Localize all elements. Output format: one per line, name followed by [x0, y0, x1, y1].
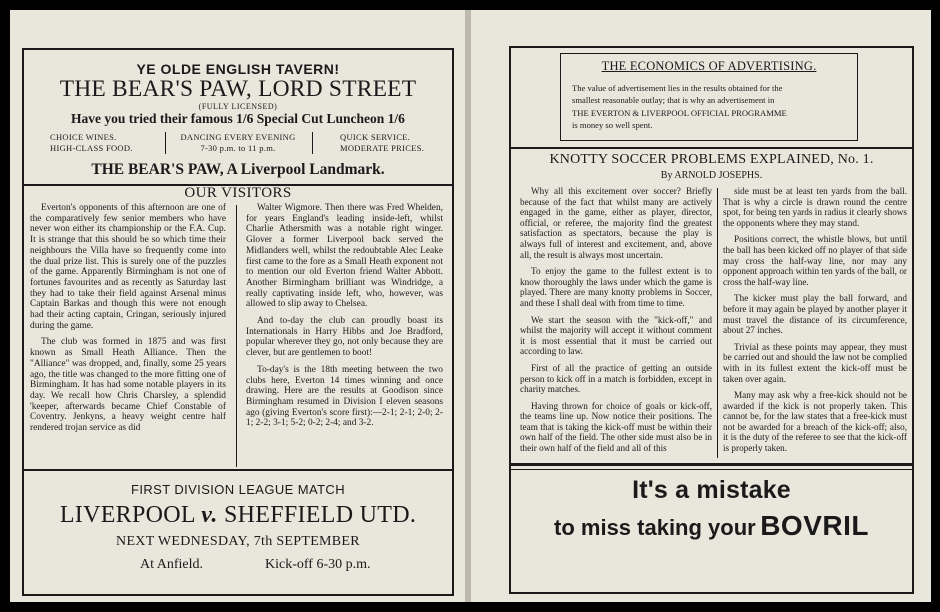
- right-page: [471, 10, 931, 602]
- advertising-heading: THE ECONOMICS OF ADVERTISING.: [601, 59, 817, 73]
- tavern-col-wines: [50, 132, 133, 154]
- tavern-col-wines-line: CHOICE WINES.: [50, 132, 117, 142]
- tavern-col-divider: [312, 132, 313, 154]
- tavern-offer: Have you tried their famous 1/6 Special Cut Luncheon 1/6: [71, 111, 405, 126]
- knotty-paragraph: We start the season with the "kick-off," and whilst the majority will accept it without comment it is most essential that it must be carried out according to law.: [520, 314, 712, 357]
- fixture-date: NEXT WEDNESDAY, 7th SEPTEMBER: [116, 534, 360, 549]
- tavern-kicker: YE OLDE ENGLISH TAVERN!: [136, 61, 340, 77]
- tavern-col-service-line: MODERATE PRICES.: [340, 143, 425, 153]
- visitors-paragraph: Everton's opponents of this afternoon are one of the comparatively few senior members who have never won either its championship or the F.A. Cup. It is strange that this should be so which time their neighbours the Villa have so frequently come into the dual prize list. This is surely one of the puzzles of the game. Apparently Birmingham is not one of fortunes favourites and as recently as Saturday last they had to take their field against Arsenal minus Captain Barkas and though this were not enough had their acting captain, Cringan, seriously injured during the game.: [30, 203, 226, 331]
- visitors-heading: OUR VISITORS: [184, 185, 292, 201]
- bovril-line-1: It's a mistake: [632, 476, 791, 504]
- knotty-paragraph: Many may ask why a free-kick should not be awarded if the kick is not properly taken. This cannot be, for the law states that a free-kick must not be awarded for a breach of the kick-off; also, it is the duty of the referee to see that the kick-off is properly taken.: [723, 390, 907, 454]
- visitors-paragraph: Walter Wigmore. Then there was Fred Whelden, for years England's leading inside-left, whilst Charlie Athersmith was a notable right winger. Glover a former Liverpool back served the Midlanders well, whilst the redoubtable Alec Leake first came to the fore as a Small Heath exponent not to mention our old Everton friend Walter Abbott. Another Birmingham brilliant was Windridge, a really captivating inside left, who, however, was allowed to slip away to Chelsea.: [246, 203, 443, 310]
- advertising-bottom-rule: [509, 147, 914, 149]
- tavern-col-wines-line: HIGH-CLASS FOOD.: [50, 143, 133, 153]
- advertising-line: THE EVERTON & LIVERPOOL OFFICIAL PROGRAMME: [572, 107, 787, 118]
- tavern-tagline: THE BEAR'S PAW, A Liverpool Landmark.: [91, 161, 385, 178]
- fixture-venue: At Anfield.: [140, 557, 203, 572]
- visitors-column-divider: [236, 205, 237, 467]
- knotty-bottom-rule: [509, 463, 914, 466]
- fixture-teams: [22, 502, 454, 529]
- tavern-col-dancing-line: DANCING EVERY EVENING: [180, 132, 296, 142]
- tavern-col-service: [340, 132, 424, 154]
- knotty-paragraph: side must be at least ten yards from the ball. That is why a circle is drawn round the centre spot, for being ten yards in radius it clearly shows the opponents where they may stand.: [723, 186, 907, 228]
- visitors-column-2: [246, 203, 443, 468]
- left-page: [10, 10, 465, 602]
- fixture-kickoff: Kick-off 6-30 p.m.: [265, 557, 371, 572]
- knotty-paragraph: Positions correct, the whistle blows, but until the ball has been kicked off no player of that side may cross the half-way line, nor may any opponent approach within ten yards of the ball, or cross the half-way line.: [723, 234, 907, 287]
- knotty-column-divider: [717, 188, 718, 458]
- visitors-column-1: [30, 203, 226, 468]
- knotty-bottom-rule-thin: [509, 469, 914, 470]
- knotty-heading: KNOTTY SOCCER PROBLEMS EXPLAINED, No. 1.: [549, 152, 874, 167]
- tavern-col-dancing-line: 7-30 p.m. to 11 p.m.: [200, 143, 276, 153]
- bovril-line-2: [509, 510, 914, 542]
- visitors-bottom-rule: [22, 469, 454, 471]
- fixture-vs: v.: [201, 502, 218, 528]
- advertising-body: [572, 82, 857, 131]
- knotty-byline: By ARNOLD JOSEPHS.: [660, 170, 763, 181]
- tavern-licence: (FULLY LICENSED): [198, 102, 278, 111]
- knotty-column-1: [520, 186, 712, 458]
- tavern-col-service-line: QUICK SERVICE.: [340, 132, 411, 142]
- bovril-tagline: to miss taking your: [554, 515, 756, 540]
- visitors-paragraph: To-day's is the 18th meeting between the two clubs here, Everton 14 times winning and once drawing. Here are the results at Goodison since Birmingham resumed in Division I eleven seasons ago (giving Everton's score first):—2-1; 2-1; 2-0; 2-1; 2-2; 3-1; 5-2; 0-2; 2-4; and 3-2.: [246, 364, 443, 429]
- advertising-line: smallest reasonable outlay; that is why an advertisement in: [572, 95, 775, 106]
- bovril-brand: BOVRIL: [760, 510, 869, 541]
- tavern-name: THE BEAR'S PAW, LORD STREET: [59, 76, 417, 102]
- knotty-paragraph: Why all this excitement over soccer? Briefly because of the fact that whilst many are actively engaged in the game, either as player, director, official, or referee, the majority find the greatest satisfaction as spectators, because the play is always full of interest and excitement, and, above all, the result is always most uncertain.: [520, 186, 712, 260]
- advertising-line: The value of advertisement lies in the results obtained for the: [572, 83, 783, 93]
- visitors-paragraph: And to-day the club can proudly boast its Internationals in Harry Hibbs and Joe Bradford, popular wherever they go, not only because they are clever, but are gentlemen to boot!: [246, 316, 443, 359]
- visitors-paragraph: The club was formed in 1875 and was first known as Small Heath Alliance. Then the "Alliance" was dropped, and, finally, some 25 years ago, the title was changed to the more fitting one of Birmingham. It has had some notable players in its day. We recall how Chris Charsley, a splendid 'keeper, afterwards became Chief Constable of Coventry. Jenkyns, a heavy weight centre half rendered trojan service as did: [30, 337, 226, 434]
- tavern-col-dancing: [168, 132, 308, 154]
- knotty-paragraph: Trivial as these points may appear, they must be carried out and should the law not be complied with in its fullest extent the kick-off must be taken over again.: [723, 341, 907, 384]
- fixture-heading: FIRST DIVISION LEAGUE MATCH: [130, 482, 345, 497]
- knotty-paragraph: Having thrown for choice of goals or kick-off, the teams line up. Now notice their positions. The team that is taking the kick-off must be within their own half of the field. The other side must also be in their own half of the field and all of this: [520, 400, 712, 454]
- fixture-home-team: LIVERPOOL: [59, 502, 195, 528]
- knotty-paragraph: First of all the practice of getting an outside person to kick off in a match is forbidden, except in charity matches.: [520, 362, 712, 395]
- tavern-col-divider: [165, 132, 166, 154]
- knotty-paragraph: To enjoy the game to the fullest extent is to know thoroughly the laws under which the game is played. There are many knotty problems in Soccer, and these I shall deal with from time to time.: [520, 266, 712, 308]
- advertising-line: is money so well spent.: [572, 119, 653, 130]
- knotty-column-2: [723, 186, 907, 458]
- knotty-paragraph: The kicker must play the ball forward, and before it may again be played by another player it must travel the distance of its circumference, about 27 inches.: [723, 293, 907, 336]
- fixture-away-team: SHEFFIELD UTD.: [223, 502, 417, 528]
